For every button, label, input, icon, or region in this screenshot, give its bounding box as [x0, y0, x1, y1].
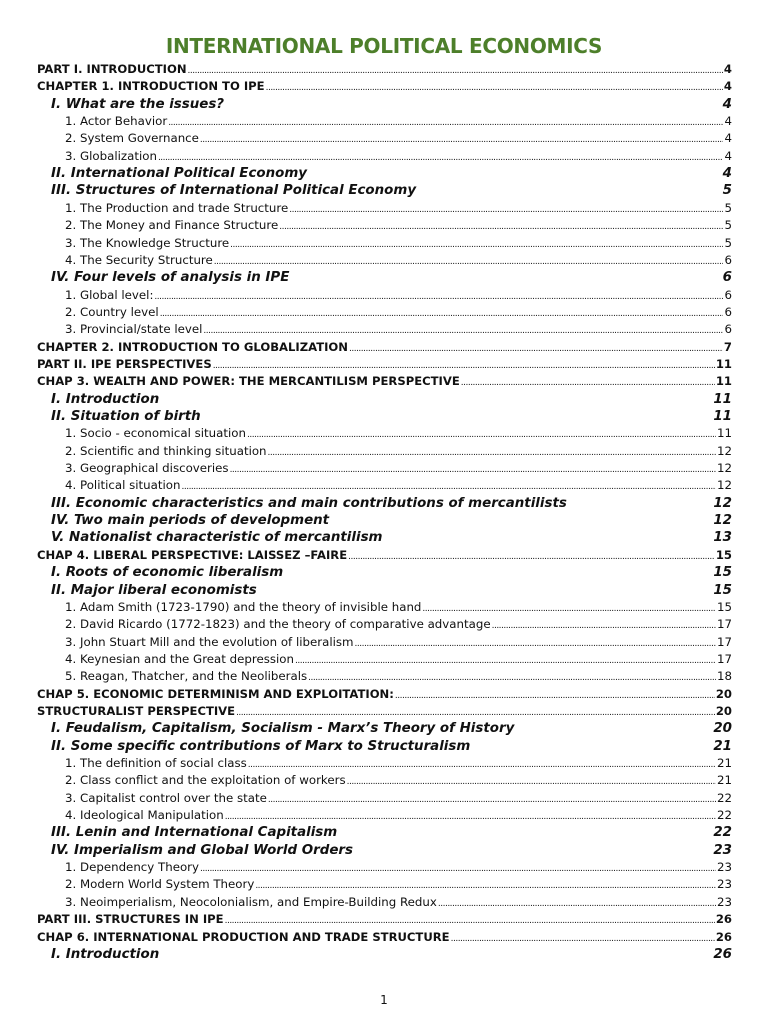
toc-entry-title: 2. David Ricardo (1772-1823) and the theory of comparative advantage [65, 617, 491, 632]
toc-entry-title: 1. The Production and trade Structure [65, 200, 289, 215]
toc-entry-title: STRUCTURALIST PERSPECTIVE [37, 703, 236, 718]
toc-dot-leader [160, 309, 724, 319]
toc-entry [37, 357, 732, 374]
toc-entry-page: 7 [723, 339, 732, 354]
toc-entry-page: 15 [715, 547, 732, 562]
toc-entry-page: 17 [716, 617, 732, 632]
toc-entry-title: 1. The definition of social class [65, 756, 247, 770]
toc-dot-leader [268, 448, 716, 458]
toc-entry [37, 930, 732, 947]
toc-entry-page: 21 [716, 773, 732, 788]
toc-entry [65, 131, 732, 148]
toc-entry-title: II. Situation of birth [51, 409, 201, 424]
toc-dot-leader [225, 916, 715, 926]
toc-entry [51, 843, 732, 862]
toc-entry-page: 17 [716, 634, 732, 649]
toc-entry [37, 687, 732, 704]
toc-dot-leader [347, 777, 716, 787]
toc-dot-leader [451, 934, 715, 944]
toc-entry-title: PART II. IPE PERSPECTIVES [37, 356, 212, 371]
toc-entry [65, 444, 732, 461]
toc-entry-title: IV. Two main periods of development [51, 513, 330, 529]
toc-entry-page: 23 [716, 894, 732, 909]
toc-entry-title: 3. Provincial/state level [65, 322, 203, 337]
toc-entry [51, 270, 732, 289]
toc-entry-page: 13 [713, 530, 732, 546]
toc-entry-title: I. Roots of economic liberalism [51, 565, 284, 581]
toc-entry [65, 756, 732, 773]
toc-entry [65, 791, 732, 808]
toc-entry-title: II. Some specific contributions of Marx to Structuralism [51, 738, 471, 754]
toc-dot-leader [308, 673, 716, 683]
toc-entry [37, 548, 732, 565]
toc-dot-leader [247, 430, 716, 440]
toc-entry-page: 15 [716, 599, 732, 614]
toc-entry [65, 478, 732, 495]
toc-entry [51, 166, 732, 185]
toc-entry [65, 617, 732, 634]
toc-entry-page: 11 [715, 356, 732, 371]
toc-entry-title: V. Nationalist characteristic of mercantilism [51, 530, 383, 546]
toc-entry-page: 4 [722, 96, 732, 112]
toc-entry-title: CHAPTER 2. INTRODUCTION TO GLOBALIZATION [37, 339, 348, 354]
toc-entry-title: 2. Scientific and thinking situation [65, 443, 267, 458]
toc-entry [65, 461, 732, 478]
toc-entry-page: 20 [715, 703, 732, 718]
toc-dot-leader [255, 881, 716, 891]
toc-entry [37, 62, 732, 79]
toc-entry-page: 26 [713, 946, 732, 962]
toc-entry [51, 721, 732, 740]
toc-entry-title: 4. Ideological Manipulation [65, 808, 224, 823]
toc-entry-page: 6 [724, 322, 732, 337]
toc-entry-title: 2. System Governance [65, 131, 199, 146]
toc-entry-title: 2. Modern World System Theory [65, 877, 255, 892]
toc-entry [65, 877, 732, 894]
toc-dot-leader [438, 899, 716, 909]
toc-dot-leader [203, 326, 723, 336]
toc-entry-page: 12 [713, 513, 732, 529]
toc-entry-page: 12 [716, 443, 732, 458]
toc-entry-page: 6 [724, 252, 732, 267]
toc-entry-title: I. Introduction [51, 946, 160, 962]
toc-dot-leader [230, 240, 723, 250]
toc-entry [65, 635, 732, 652]
toc-entry-page: 4 [723, 62, 732, 76]
toc-entry [65, 114, 732, 131]
toc-dot-leader [492, 621, 716, 631]
toc-entry-page: 6 [724, 304, 732, 319]
toc-entry-title: IV. Imperialism and Global World Orders [51, 842, 353, 858]
toc-entry-page: 22 [716, 790, 732, 805]
toc-dot-leader [355, 639, 716, 649]
toc-entry [51, 409, 732, 428]
toc-entry-title: III. Economic characteristics and main contributions of mercantilists [51, 495, 567, 511]
toc-entry-page: 12 [716, 461, 732, 476]
toc-dot-leader [349, 344, 723, 354]
toc-entry-page: 11 [715, 374, 732, 389]
toc-entry [65, 218, 732, 235]
toc-entry-page: 5 [724, 218, 732, 233]
toc-entry-page: 12 [716, 478, 732, 493]
toc-entry [51, 530, 732, 549]
toc-entry-title: II. Major liberal economists [51, 582, 257, 598]
page-number: 1 [380, 993, 388, 1007]
toc-entry-title: CHAP 5. ECONOMIC DETERMINISM AND EXPLOITATION: [37, 686, 394, 701]
toc-entry-title: 4. Keynesian and the Great depression [65, 651, 295, 666]
toc-entry-title: 4. Political situation [65, 478, 181, 493]
toc-entry-title: 1. Dependency Theory [65, 860, 199, 875]
toc-dot-leader [279, 222, 723, 232]
toc-entry-title: CHAP 3. WEALTH AND POWER: THE MERCANTILISM PERSPECTIVE [37, 374, 460, 389]
toc-entry [51, 947, 732, 966]
toc-entry-title: PART I. INTRODUCTION [37, 62, 187, 76]
toc-entry-page: 4 [724, 148, 732, 163]
toc-entry-title: 1. Socio - economical situation [65, 426, 246, 441]
toc-entry-title: 5. Reagan, Thatcher, and the Neoliberals [65, 669, 308, 684]
toc-entry [51, 583, 732, 602]
toc-entry [65, 808, 732, 825]
toc-entry-title: CHAPTER 1. INTRODUCTION TO IPE [37, 79, 265, 94]
toc-dot-leader [422, 604, 716, 614]
toc-entry [51, 183, 732, 202]
toc-entry-page: 17 [716, 651, 732, 666]
toc-entry [65, 773, 732, 790]
toc-entry-page: 6 [722, 270, 732, 286]
toc-dot-leader [395, 691, 715, 701]
toc-dot-leader [268, 795, 716, 805]
toc-entry [65, 288, 732, 305]
toc-dot-leader [225, 812, 716, 822]
toc-entry [51, 392, 732, 411]
toc-entry-title: 2. Country level [65, 304, 159, 319]
toc-entry [65, 426, 732, 443]
toc-entry-title: PART III. STRUCTURES IN IPE [37, 912, 224, 927]
toc-entry-page: 26 [715, 929, 732, 944]
toc-entry [51, 97, 732, 116]
toc-dot-leader [188, 66, 723, 76]
toc-entry-page: 12 [713, 495, 732, 511]
toc-entry-page: 11 [713, 391, 732, 407]
toc-entry-page: 20 [713, 721, 732, 737]
toc-entry [37, 912, 732, 929]
toc-dot-leader [158, 153, 724, 163]
toc-entry-page: 21 [713, 738, 732, 754]
toc-entry [37, 340, 732, 357]
toc-dot-leader [348, 552, 715, 562]
toc-entry [65, 860, 732, 877]
toc-dot-leader [181, 482, 716, 492]
toc-dot-leader [289, 205, 723, 215]
toc-entry-page: 11 [716, 426, 732, 441]
toc-entry-page: 20 [715, 686, 732, 701]
toc-entry-page: 11 [713, 409, 732, 424]
toc-dot-leader [266, 83, 723, 93]
toc-entry-title: III. Structures of International Political Economy [51, 183, 417, 199]
toc-entry-page: 4 [722, 166, 732, 182]
toc-entry-page: 5 [724, 200, 732, 215]
toc-entry-title: II. International Political Economy [51, 166, 308, 182]
toc-entry-title: CHAP 6. INTERNATIONAL PRODUCTION AND TRADE STRUCTURE [37, 929, 450, 944]
toc-entry [65, 600, 732, 617]
toc-entry-title: 2. The Money and Finance Structure [65, 218, 279, 233]
toc-dot-leader [200, 135, 724, 145]
toc-entry-title: 3. The Knowledge Structure [65, 235, 230, 250]
toc-dot-leader [248, 760, 716, 770]
toc-entry-page: 6 [724, 287, 732, 302]
toc-dot-leader [214, 257, 724, 267]
toc-entry-title: 2. Class conflict and the exploitation of workers [65, 773, 346, 788]
toc-entry-title: CHAP 4. LIBERAL PERSPECTIVE: LAISSEZ –FAIRE [37, 547, 348, 562]
toc-entry-title: 3. Capitalist control over the state [65, 790, 267, 805]
toc-entry-page: 21 [716, 756, 732, 770]
toc-entry [51, 513, 732, 532]
toc-entry-title: I. Feudalism, Capitalism, Socialism - Marx’s Theory of History [51, 721, 515, 737]
toc-entry [65, 236, 732, 253]
toc-dot-leader [168, 118, 723, 128]
toc-entry-page: 4 [724, 114, 732, 129]
toc-entry [65, 895, 732, 912]
toc-dot-leader [213, 361, 715, 371]
toc-entry [65, 253, 732, 270]
toc-entry [65, 669, 732, 686]
toc-entry-title: 1. Global level: [65, 287, 154, 302]
toc-dot-leader [295, 656, 716, 666]
toc-entry-page: 4 [723, 79, 732, 94]
toc-entry-title: I. Introduction [51, 391, 160, 407]
toc-entry-page: 23 [713, 842, 732, 858]
toc-entry-title: 3. Neoimperialism, Neocolonialism, and Empire-Building Redux [65, 894, 437, 909]
document-title: INTERNATIONAL POLITICAL ECONOMICS [165, 34, 603, 58]
toc-entry [65, 652, 732, 669]
toc-entry-title: IV. Four levels of analysis in IPE [51, 270, 290, 286]
toc-entry-page: 15 [713, 565, 732, 581]
toc-entry [51, 496, 732, 515]
toc-entry [51, 565, 732, 584]
toc-entry-title: 3. Globalization [65, 148, 157, 163]
toc-entry-page: 15 [713, 582, 732, 598]
toc-entry-page: 22 [713, 825, 732, 841]
toc-entry [65, 149, 732, 166]
toc-entry-page: 18 [716, 669, 732, 684]
toc-entry [51, 739, 732, 758]
toc-entry-page: 4 [724, 131, 732, 146]
toc-entry-title: 3. Geographical discoveries [65, 461, 229, 476]
toc-entry-page: 23 [716, 877, 732, 892]
toc-dot-leader [200, 864, 716, 874]
toc-entry-title: 1. Adam Smith (1723-1790) and the theory of invisible hand [65, 599, 422, 614]
toc-entry-title: 1. Actor Behavior [65, 114, 168, 129]
toc-entry [37, 704, 732, 721]
toc-entry-title: 4. The Security Structure [65, 252, 213, 267]
toc-dot-leader [236, 708, 715, 718]
toc-entry-title: III. Lenin and International Capitalism [51, 825, 338, 841]
toc-entry [65, 305, 732, 322]
toc-dot-leader [154, 292, 723, 302]
toc-entry-title: I. What are the issues? [51, 96, 225, 112]
toc-entry-page: 5 [722, 183, 732, 199]
toc-dot-leader [230, 465, 716, 475]
toc-dot-leader [461, 378, 715, 388]
toc-entry-page: 5 [724, 235, 732, 250]
toc-entry [37, 374, 732, 391]
toc-entry [51, 825, 732, 844]
toc-entry-page: 26 [715, 912, 732, 927]
toc-entry [37, 79, 732, 96]
toc-entry [65, 322, 732, 339]
toc-entry-page: 22 [716, 808, 732, 823]
toc-entry-page: 23 [716, 860, 732, 875]
toc-entry-title: 3. John Stuart Mill and the evolution of liberalism [65, 634, 354, 649]
toc-entry [65, 201, 732, 218]
